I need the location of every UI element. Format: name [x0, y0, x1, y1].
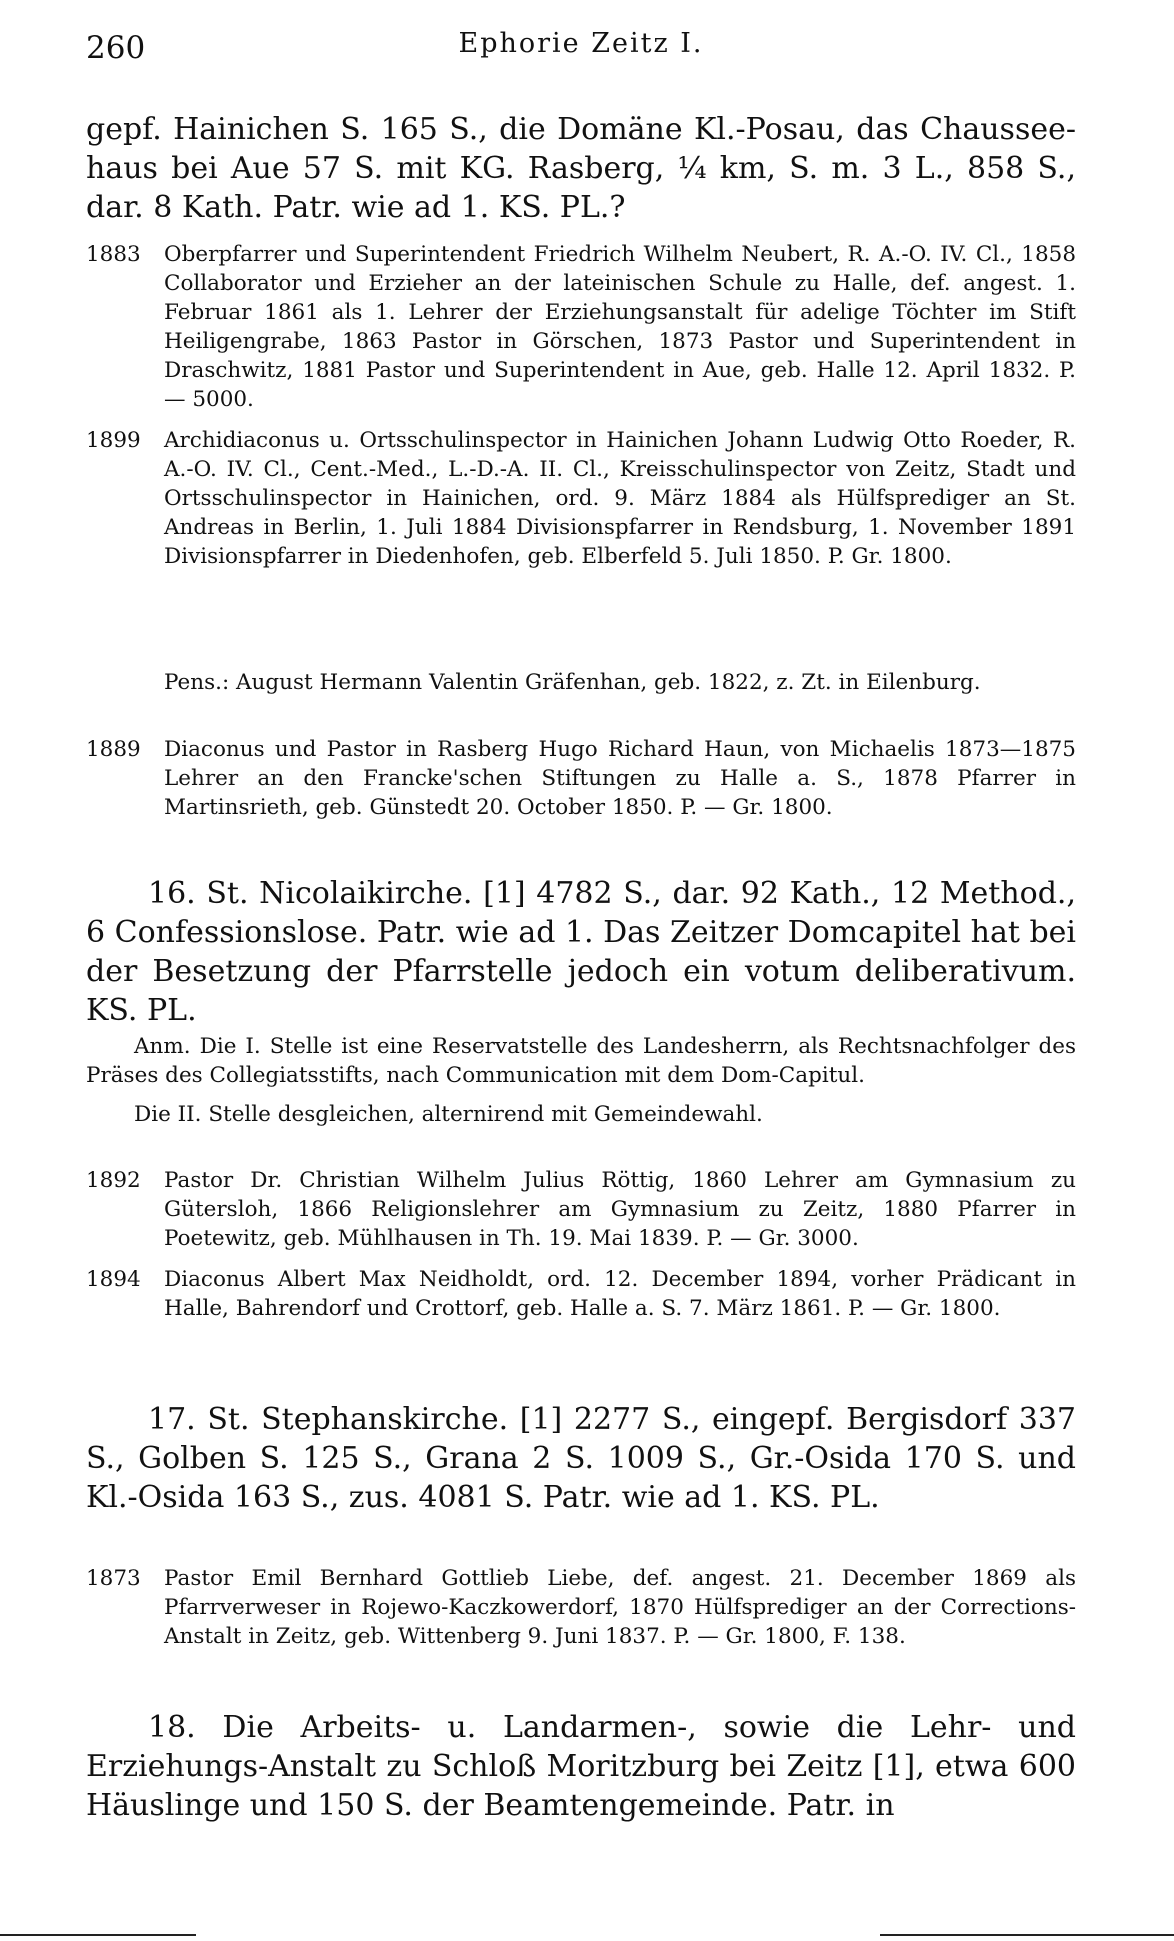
entry-text: Archidiaconus u. Ortsschulinspector in Hainichen Johann Ludwig Otto Roeder, R. A.-O. IV. Cl., Cent.-Med., L.-D.-A. II. Cl., Kreisschulinspector von Zeitz, Stadt und Ortsschulinspector in Hainichen, ord. 9. März 1884 als Hülfsprediger an St. Andreas in Berlin, 1. Juli 1884 Divisionspfarrer in Rendsburg, 1. November 1891 Divisionspfarrer in Diedenhofen, geb. Elberfeld 5. Juli 1850. P. Gr. 1800.: [164, 428, 1076, 569]
section-18-heading: 18. Die Arbeits- u. Landarmen-, sowie die Lehr- und Erziehungs-Anstalt zu Schloß Moritzburg bei Zeitz [1], etwa 600 Häuslinge und 150 S. der Beamtengemeinde. Patr. in: [86, 1710, 1076, 1823]
footer-rule-left: [0, 1934, 196, 1936]
section-17-heading: 17. St. Stephanskirche. [1] 2277 S., eingepf. Bergisdorf 337 S., Golben S. 125 S., Grana 2 S. 1009 S., Gr.-Osida 170 S. und Kl.-Osida 163 S., zus. 4081 S. Patr. wie ad 1. KS. PL.: [86, 1402, 1076, 1515]
clergy-entry: [86, 426, 1076, 571]
entry-year: 1899: [86, 428, 141, 453]
page-header: [86, 22, 1076, 66]
section-16: [86, 874, 1076, 1030]
entries-group-b: [86, 735, 1076, 822]
clergy-entry: [86, 735, 1076, 822]
clergy-entry: [86, 240, 1076, 414]
clergy-entry: [86, 1166, 1076, 1253]
running-head: Ephorie Zeitz I.: [458, 28, 704, 59]
entry-year: 1894: [86, 1267, 141, 1292]
section-16-entries: [86, 1166, 1076, 1323]
entry-text: Pastor Emil Bernhard Gottlieb Liebe, def. angest. 21. December 1869 als Pfarrverweser in Rojewo-Kaczkowerdorf, 1870 Hülfsprediger an der Corrections-Anstalt in Zeitz, geb. Wittenberg 9. Juni 1837. P. — Gr. 1800, F. 138.: [164, 1566, 1076, 1649]
pension-note: Pens.: August Hermann Valentin Gräfenhan, geb. 1822, z. Zt. in Eilenburg.: [164, 670, 981, 695]
section-16-notes: [86, 1032, 1076, 1129]
section-16-note-2: Die II. Stelle desgleichen, alternirend mit Gemeindewahl.: [134, 1102, 763, 1127]
entry-year: 1873: [86, 1566, 141, 1591]
entries-group-a: [86, 240, 1076, 571]
section-18: [86, 1708, 1076, 1825]
footer-rule-right: [880, 1934, 1174, 1936]
section-16-note-1: Anm. Die I. Stelle ist eine Reservatstelle des Landesherrn, als Rechtsnachfolger des Präses des Collegiatsstifts, nach Communication mit dem Dom-Capitul.: [86, 1034, 1076, 1088]
page-number: 260: [86, 30, 146, 66]
entry-text: Diaconus Albert Max Neidholdt, ord. 12. December 1894, vorher Prädicant in Halle, Bahrendorf und Crottorf, geb. Halle a. S. 7. März 1861. P. — Gr. 1800.: [164, 1267, 1076, 1321]
entry-text: Oberpfarrer und Superintendent Friedrich Wilhelm Neubert, R. A.-O. IV. Cl., 1858 Collaborator und Erzieher an der lateinischen Schule zu Halle, def. angest. 1. Februar 1861 als 1. Lehrer der Erziehungsanstalt für adelige Töchter im Stift Heiligengrabe, 1863 Pastor in Görschen, 1873 Pastor und Superintendent in Draschwitz, 1881 Pastor und Superintendent in Aue, geb. Halle 12. April 1832. P. — 5000.: [164, 242, 1076, 412]
entry-text: Diaconus und Pastor in Rasberg Hugo Richard Haun, von Michaelis 1873—1875 Lehrer an den Francke'schen Stiftungen zu Halle a. S., 1878 Pfarrer in Martinsrieth, geb. Günstedt 20. October 1850. P. — Gr. 1800.: [164, 737, 1076, 820]
section-16-heading: 16. St. Nicolaikirche. [1] 4782 S., dar. 92 Kath., 12 Method., 6 Confessionslose. Patr. wie ad 1. Das Zeitzer Domcapitel hat bei der Besetzung der Pfarrstelle jedoch ein votum deliberativum. KS. PL.: [86, 876, 1076, 1028]
entry-text: Pastor Dr. Christian Wilhelm Julius Röttig, 1860 Lehrer am Gymnasium zu Gütersloh, 1866 Religionslehrer am Gymnasium zu Zeitz, 1880 Pfarrer in Poetewitz, geb. Mühlhausen in Th. 19. Mai 1839. P. — Gr. 3000.: [164, 1168, 1076, 1251]
section-17-entries: [86, 1564, 1076, 1651]
entry-year: 1883: [86, 242, 141, 267]
section-17: [86, 1400, 1076, 1517]
continuation-block: [86, 110, 1076, 227]
clergy-entry: [86, 1265, 1076, 1323]
pension-note-block: [164, 668, 1076, 697]
entry-year: 1892: [86, 1168, 141, 1193]
continuation-paragraph: gepf. Hainichen S. 165 S., die Domäne Kl.-Posau, das Chaussee-haus bei Aue 57 S. mit KG. Rasberg, ¼ km, S. m. 3 L., 858 S., dar. 8 Kath. Patr. wie ad 1. KS. PL.?: [86, 112, 1076, 225]
clergy-entry: [86, 1564, 1076, 1651]
entry-year: 1889: [86, 737, 141, 762]
